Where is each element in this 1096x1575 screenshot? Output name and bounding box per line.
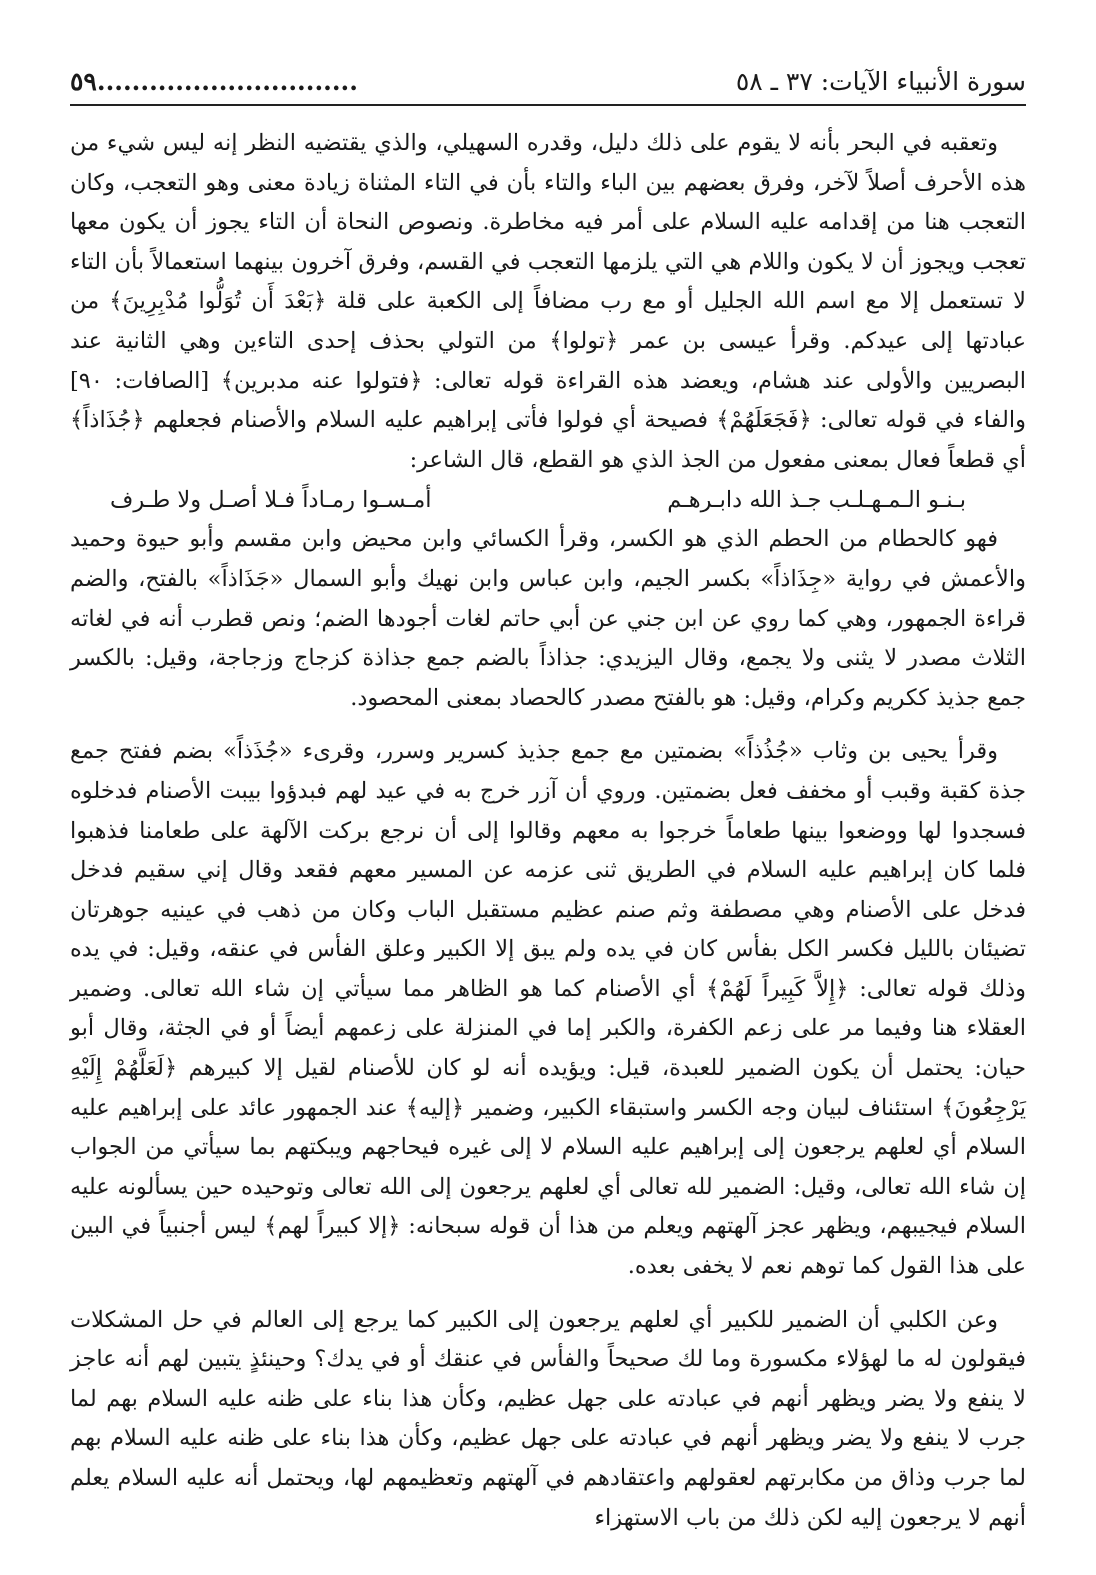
header-title: سورة الأنبياء الآيات: ٣٧ ـ ٥٨ (735, 67, 1026, 96)
paragraph: وتعقبه في البحر بأنه لا يقوم على ذلك دليل، وقدره السهيلي، والذي يقتضيه النظر إنه ليس شيء من هذه الأحرف أصلاً لآخر، وفرق بعضهم بين الباء والتاء بأن في التاء المثناة زيادة معنى وهو التعجب، وكان التعجب هنا من إقدامه عليه السلام على أمر فيه مخاطرة. ونصوص النحاة أن التاء يجوز أن يكون معها تعجب ويجوز أن لا يكون واللام هي التي يلزمها التعجب في القسم، وفرق آخرون بينهما استعمالاً بأن التاء لا تستعمل إلا مع اسم الله الجليل أو مع رب مضافاً إلى الكعبة على قلة ﴿بَعْدَ أَن تُوَلُّوا مُدْبِرِينَ﴾ من عبادتها إلى عيدكم. وقرأ عيسى بن عمر ﴿تولوا﴾ من التولي بحذف إحدى التاءين وهي الثانية عند البصريين والأولى عند هشام، ويعضد هذه القراءة قوله تعالى: ﴿فتولوا عنه مدبرين﴾ [الصافات: ٩٠] والفاء في قوله تعالى: ﴿فَجَعَلَهُمْ﴾ فصيحة أي فولوا فأتى إبراهيم عليه السلام والأصنام فجعلهم ﴿جُذَاذاً﴾ أي قطعاً فعال بمعنى مفعول من الجذ الذي هو القطع، قال الشاعر: (70, 130, 1026, 473)
running-header (70, 58, 1026, 106)
header-page-number (70, 67, 358, 96)
verse-first-hemistich: بـنـو الـمـهـلـب جـذ الله دابـرهـم (667, 487, 966, 514)
poetry-verse (70, 480, 1026, 520)
paragraph: فهو كالحطام من الحطم الذي هو الكسر، وقرأ الكسائي وابن محيض وابن مقسم وأبو حيوة وحميد والأعمش في رواية «جِذَاذاً» بكسر الجيم، وابن عباس وابن نهيك وأبو السمال «جَذَاذاً» بالفتح، والضم قراءة الجمهور، وهي كما روي عن ابن جني عن أبي حاتم لغات أجودها الضم؛ ونص قطرب أنه في لغاته الثلاث مصدر لا يثنى ولا يجمع، وقال اليزيدي: جذاذاً بالضم جمع جذاذة كزجاج وزجاجة، وقيل: بالكسر جمع جذيذ ككريم وكرام، وقيل: هو بالفتح مصدر كالحصاد بمعنى المحصود. (70, 526, 1026, 711)
paragraph: وعن الكلبي أن الضمير للكبير أي لعلهم يرجعون إلى الكبير كما يرجع إلى العالم في حل المشكلات فيقولون له ما لهؤلاء مكسورة وما لك صحيحاً والفأس في عنقك أو في يدك؟ وحينئذٍ يتبين لهم أنه عاجز لا ينفع ولا يضر ويظهر أنهم في عبادته على جهل عظيم، وكأن هذا بناء على ظنه عليه السلام بهم لما جرب لا ينفع ولا يضر ويظهر أنهم في عبادته على جهل عظيم، وكأن هذا بناء على ظنه عليه السلام بهم لما جرب وذاق من مكابرتهم لعقولهم واعتقادهم في آلهتهم وتعظيمهم لها، ويحتمل أنه عليه السلام يعلم أنهم لا يرجعون إليه لكن ذلك من باب الاستهزاء (70, 1306, 1026, 1531)
paragraph: وقرأ يحيى بن وثاب «جُذُذاً» بضمتين مع جمع جذيذ كسرير وسرر، وقرىء «جُذَذاً» بضم ففتح جمع جذة كقبة وقبب أو مخفف فعل بضمتين. وروي أن آزر خرج به في عيد لهم فبدؤوا بيبت الأصنام فدخلوه فسجدوا لها ووضعوا بينها طعاماً خرجوا به معهم وقالوا إلى أن نرجع بركت الآلهة على طعامنا فذهبوا فلما كان إبراهيم عليه السلام في الطريق ثنى عزمه عن المسير معهم فقعد وقال إني سقيم فدخل فدخل على الأصنام وهي مصطفة وثم صنم عظيم مستقبل الباب وكان من ذهب في عينيه جوهرتان تضيئان بالليل فكسر الكل بفأس كان في يده ولم يبق إلا الكبير وعلق الفأس في عنقه، وقيل: في يده وذلك قوله تعالى: ﴿إِلاَّ كَبِيراً لَهُمْ﴾ أي الأصنام كما هو الظاهر مما سيأتي إن شاء الله تعالى. وضمير العقلاء هنا وفيما مر على زعم الكفرة، والكبر إما في المنزلة على زعمهم أيضاً أو في الجثة، وقال أبو حيان: يحتمل أن يكون الضمير للعبدة، قيل: ويؤيده أنه لو كان للأصنام لقيل إلا كبيرهم ﴿لَعَلَّهُمْ إِلَيْهِ يَرْجِعُونَ﴾ استئناف لبيان وجه الكسر واستبقاء الكبير، وضمير ﴿إليه﴾ عند الجمهور عائد على إبراهيم عليه السلام أي لعلهم يرجعون إلى إبراهيم عليه السلام لا إلى غيره فيحاجهم ويبكتهم بما سيأتي من الجواب إن شاء الله تعالى، وقيل: الضمير لله تعالى أي لعلهم يرجعون إلى الله تعالى وتوحيده حين يسألونه عليه السلام فيجيبهم، ويظهر عجز آلهتهم ويعلم من هذا أن قوله سبحانه: ﴿إلا كبيراً لهم﴾ ليس أجنبياً في البين على هذا القول كما توهم نعم لا يخفى بعده. (70, 738, 1026, 1280)
body-text (70, 124, 1026, 1538)
header-dots: .............................. (96, 67, 358, 96)
verse-second-hemistich: أمـسـوا رمـاداً فـلا أصـل ولا طـرف (110, 487, 432, 514)
page-number: ٥٩ (70, 67, 97, 96)
